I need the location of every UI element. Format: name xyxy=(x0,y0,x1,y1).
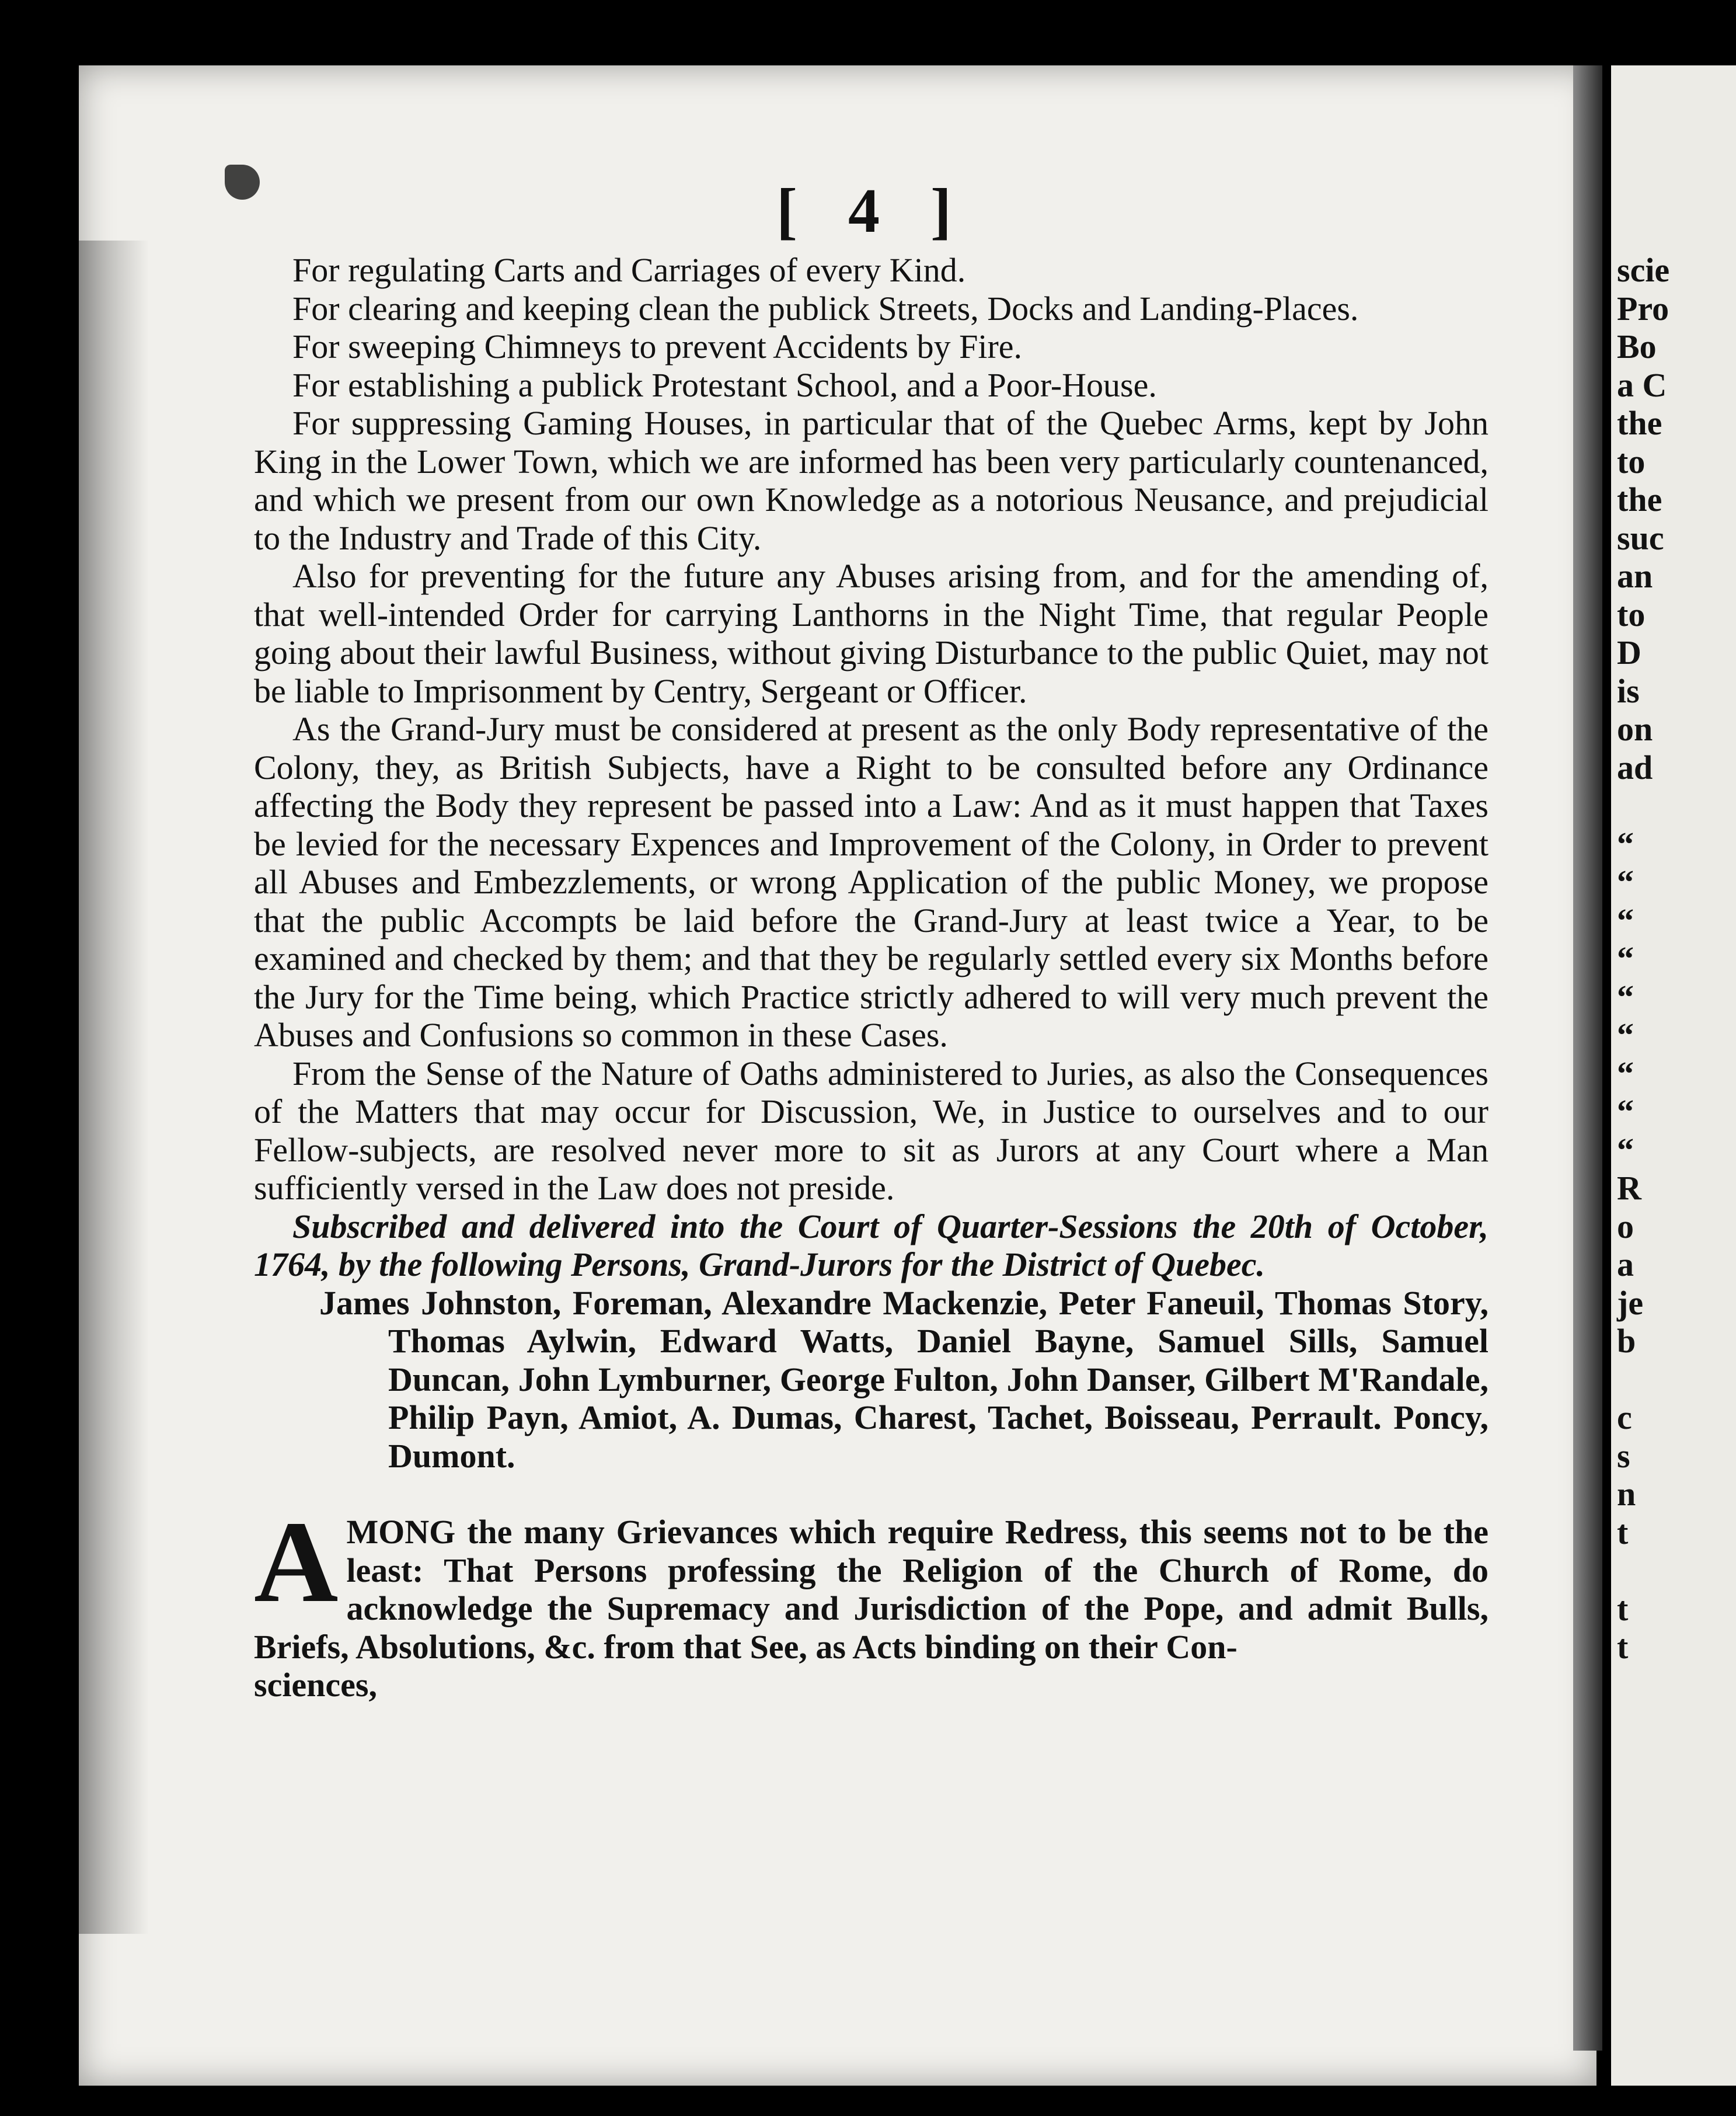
facing-page-line: o xyxy=(1617,1207,1634,1245)
facing-page-line: s xyxy=(1617,1436,1630,1475)
facing-page-line: the xyxy=(1617,404,1662,442)
paragraph: For suppressing Gaming Houses, in particular that of the Quebec Arms, kept by John King in the Lower Town, which we are informed has been very particularly countenanced, and which we present from our own Knowledge as a notorious Neusance, and prejudicial to the Industry and Trade of this City. xyxy=(254,404,1489,557)
paragraph: For establishing a publick Protestant School, and a Poor-House. xyxy=(292,366,1157,404)
paragraph: For regulating Carts and Carriages of every Kind. xyxy=(292,251,966,289)
paragraph: As the Grand-Jury must be considered at present as the only Body representative of the Colony, they, as British Subjects, have a Right to be consulted before any Ordinance affecting the Body they represent be passed into a Law: And as it must happen that Taxes be levied for the necessary Expences and Improvement of the Colony, in Order to prevent all Abuses and Embezzlements, or wrong Application of the public Money, we propose that the public Accompts be laid before the Grand-Jury at least twice a Year, to be examined and checked by them; and that they be regularly settled every six Months before the Jury for the Time being, which Practice strictly adhered to will very much prevent the Abuses and Confusions so common in these Cases. xyxy=(254,710,1489,1054)
facing-page-line: t xyxy=(1617,1628,1629,1666)
facing-page-line: scie xyxy=(1617,251,1670,289)
facing-page-line: “ xyxy=(1617,1092,1634,1130)
facing-page-line: on xyxy=(1617,710,1653,748)
paragraph: From the Sense of the Nature of Oaths administered to Juries, as also the Consequences of the Matters that may occur for Discussion, We, in Justice to ourselves and to our Fellow-subjects, are resolved never more to sit as Jurors at any Court where a Man sufficiently versed in the Law does not preside. xyxy=(254,1054,1489,1207)
facing-page-line: “ xyxy=(1617,939,1634,977)
facing-page-line: n xyxy=(1617,1475,1636,1513)
ink-stain xyxy=(225,165,260,200)
facing-page-line: t xyxy=(1617,1589,1629,1628)
facing-page-line: suc xyxy=(1617,518,1664,557)
catchword: sciences, xyxy=(254,1666,377,1704)
facing-page-line: D xyxy=(1617,634,1641,671)
paragraph: For sweeping Chimneys to prevent Accidents by Fire. xyxy=(292,328,1023,366)
facing-page-line: je xyxy=(1617,1283,1644,1322)
signers-list: James Johnston, Foreman, Alexandre Mackenzie, Peter Faneuil, Thomas Story, Thomas Aylwin, Edward Watts, Daniel Bayne, Samuel Sills, Samuel Duncan, John Lymburner, George Fulton, John Danser, Gilbert M'Randale, Philip Payn, Amiot, A. Dumas, Charest, Tachet, Boisseau, Perrault. Poncy, Dumont. xyxy=(319,1283,1489,1475)
facing-page-line: “ xyxy=(1617,1054,1634,1092)
grievance-paragraph xyxy=(254,1498,1489,1666)
facing-page-line: is xyxy=(1617,671,1640,710)
facing-page-line: a xyxy=(1617,1245,1634,1283)
paragraph: For clearing and keeping clean the publick Streets, Docks and Landing-Places. xyxy=(292,289,1359,328)
facing-page-line: ad xyxy=(1617,748,1653,786)
document-body xyxy=(254,251,1489,1704)
facing-page-line: c xyxy=(1617,1398,1632,1436)
facing-page-line xyxy=(1617,1551,1734,1590)
paragraph: Also for preventing for the future any Abuses arising from, and for the amending of, that well-intended Order for carrying Lanthorns in the Night Time, that regular People going about their lawful Business, without giving Disturbance to the public Quiet, may not be liable to Imprisonment by Centry, Sergeant or Officer. xyxy=(254,557,1489,710)
facing-page-line: “ xyxy=(1617,824,1634,863)
facing-page-line xyxy=(1617,786,1734,825)
book-gutter xyxy=(1573,65,1602,2051)
facing-page-line xyxy=(1617,1360,1734,1399)
page-edge-shadow xyxy=(79,241,149,1934)
grievance-text: MONG the many Grievances which require Redress, this seems not to be the least: That Persons professing the Religion of the Church of Rome, do acknowledge the Supremacy and Jurisdiction of the Pope, and admit Bulls, Briefs, Absolutions, &c. from that See, as Acts binding on their Con- xyxy=(254,1513,1489,1666)
facing-page-line: to xyxy=(1617,442,1646,481)
facing-page-line: “ xyxy=(1617,977,1634,1016)
facing-page-line: t xyxy=(1617,1513,1629,1551)
facing-page-line: a C xyxy=(1617,366,1667,404)
facing-page-line: an xyxy=(1617,557,1653,595)
facing-page-line: “ xyxy=(1617,1016,1634,1054)
facing-page-line: the xyxy=(1617,481,1662,518)
facing-page-line: to xyxy=(1617,595,1646,634)
facing-page-line: “ xyxy=(1617,1130,1634,1169)
facing-page-line: Bo xyxy=(1617,328,1657,366)
facing-page-line: Pro xyxy=(1617,289,1669,328)
page-number: [ 4 ] xyxy=(776,176,969,246)
facing-page-line: “ xyxy=(1617,901,1634,939)
facing-page-line: b xyxy=(1617,1322,1636,1360)
section-gap xyxy=(254,1475,1489,1513)
drop-cap: A xyxy=(254,1498,339,1627)
subscription-line: Subscribed and delivered into the Court of Quarter-Sessions the 20th of October, 1764, by the following Persons, Grand-Jurors for the District of Quebec. xyxy=(254,1207,1489,1283)
facing-page-text xyxy=(1617,251,1734,1666)
facing-page-line: “ xyxy=(1617,863,1634,901)
facing-page-line: R xyxy=(1617,1169,1641,1207)
